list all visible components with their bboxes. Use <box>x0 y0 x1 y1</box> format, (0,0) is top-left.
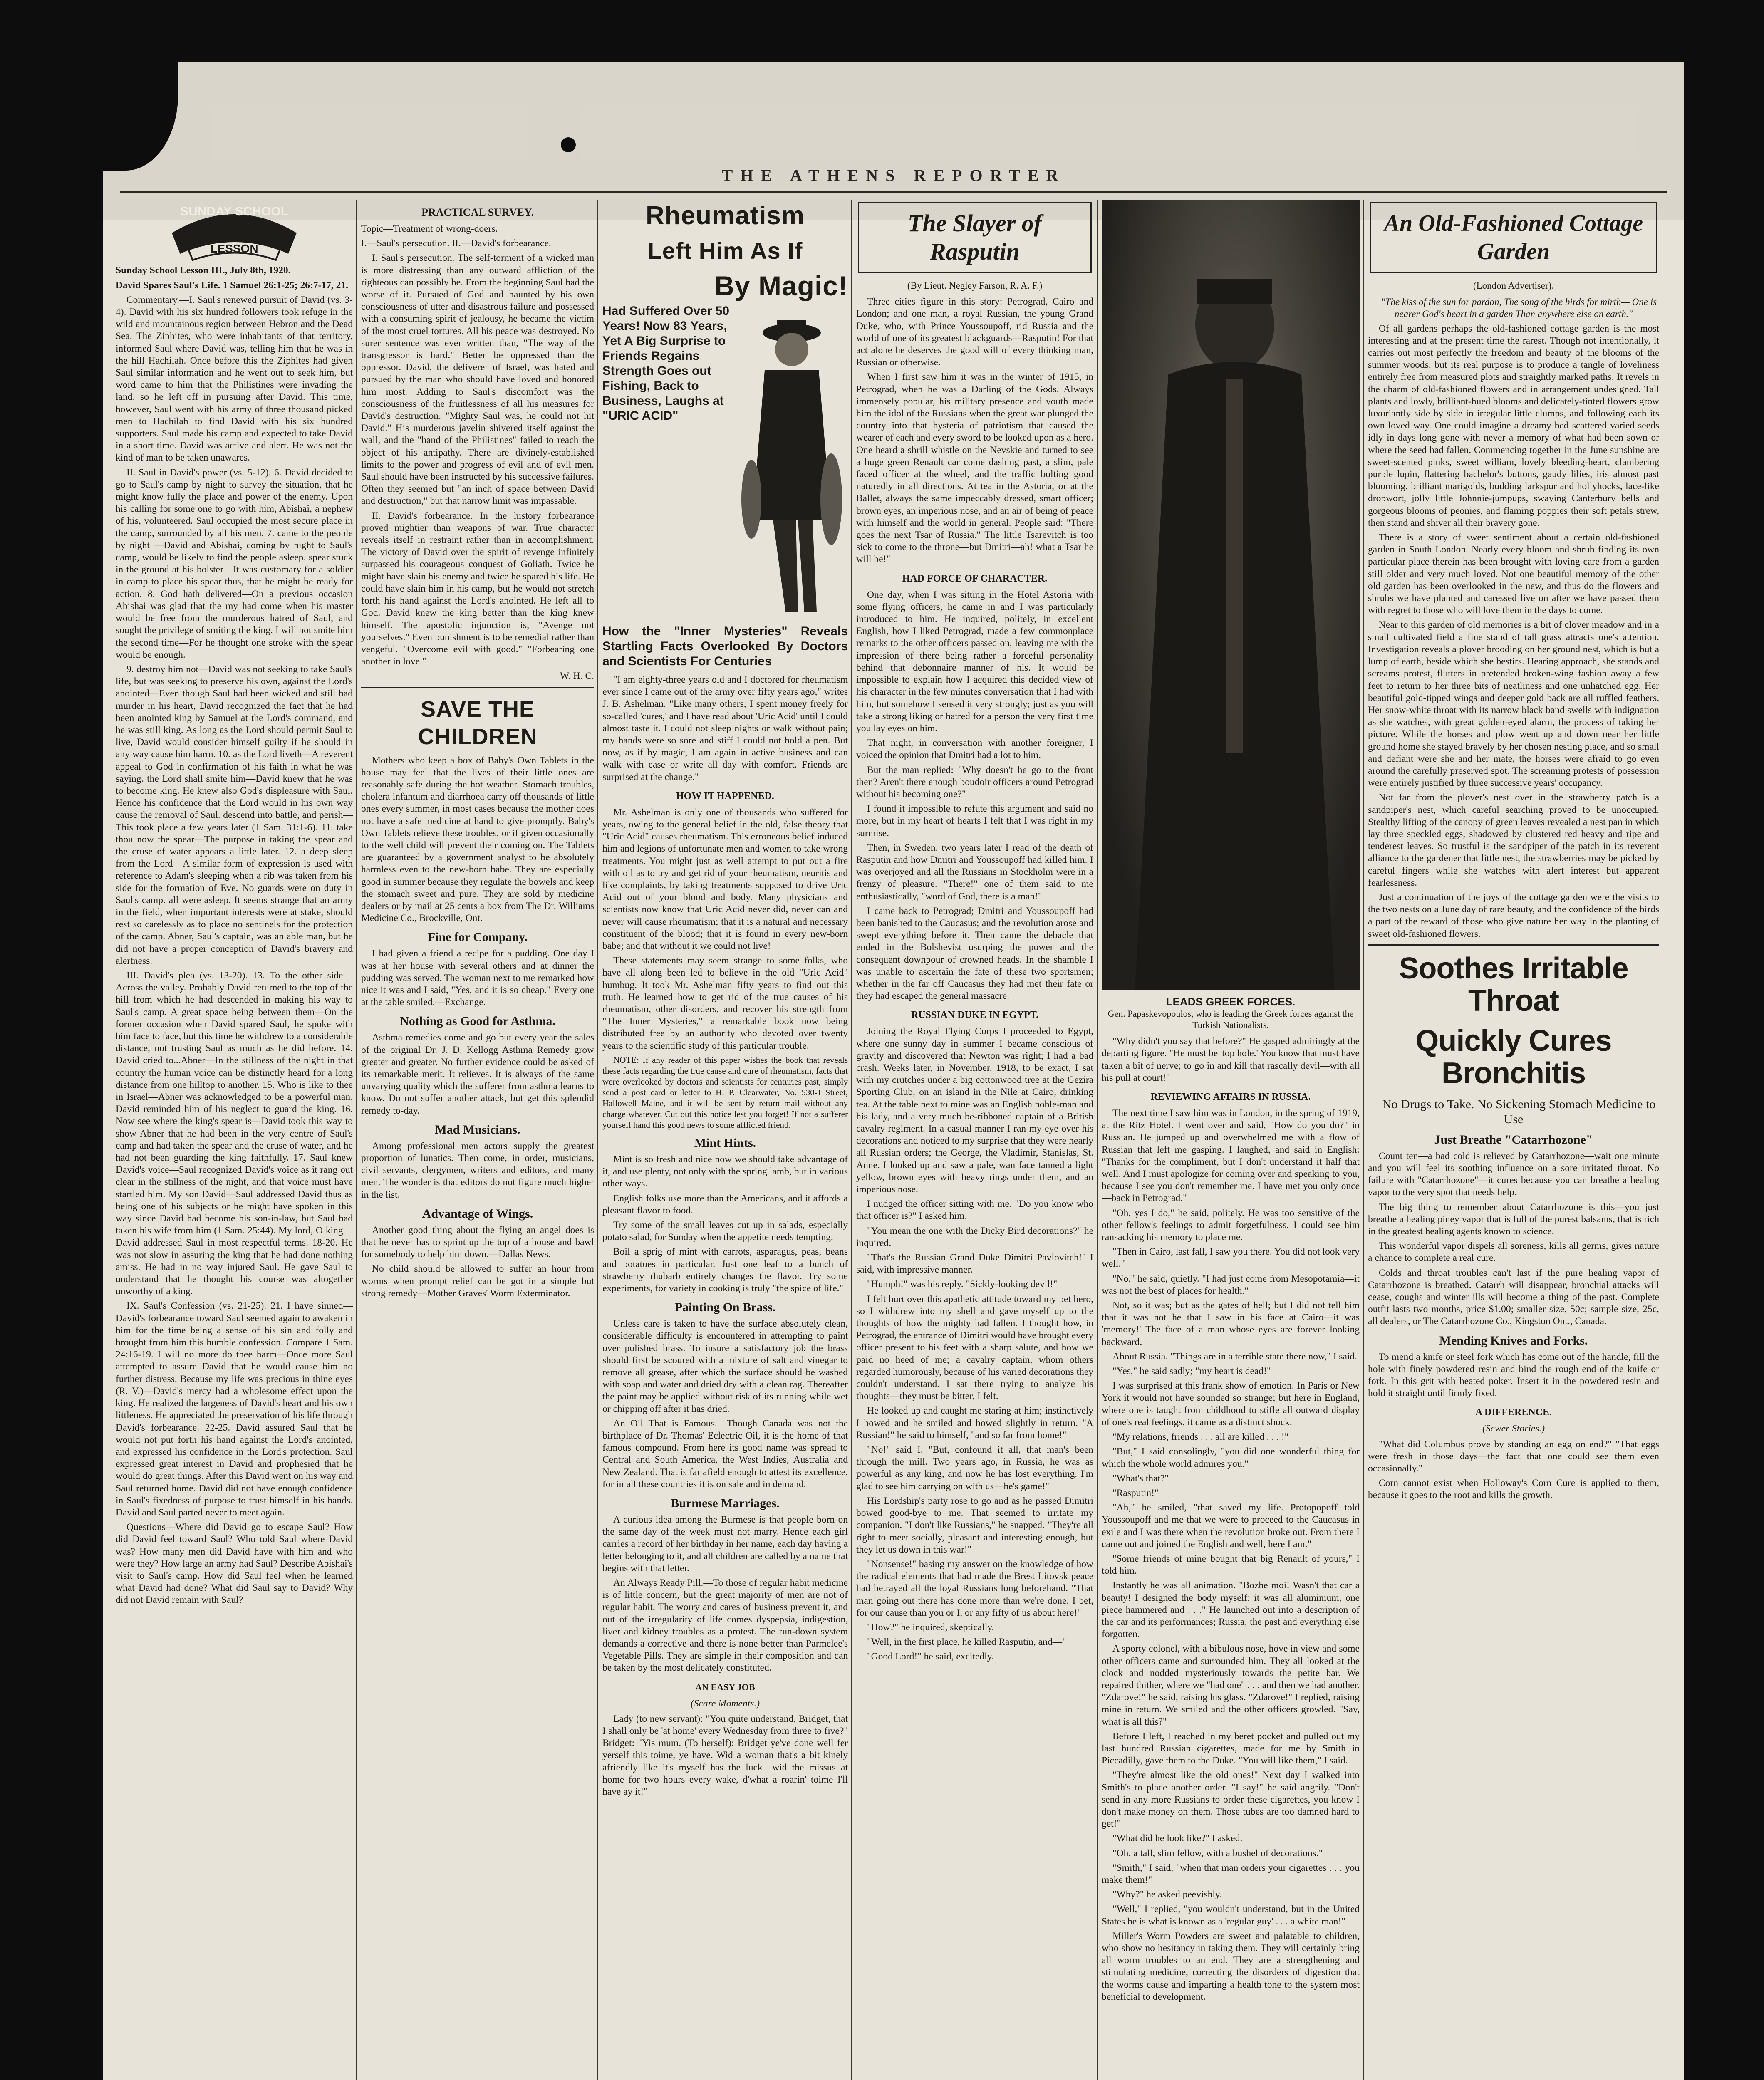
paragraph: An Always Ready Pill.—To those of regular habit medicine is of little concern, but the great majority of men are not of regular habit. The worry and cares of business prevent it, and out of the irregularity of life comes dyspepsia, indigestion, liver and kidney troubles as a protest. The run-down system demands a corrective and there is none better than Parmelee's Vegetable Pills. They are simple in their composition and can be taken by the most delicately constituted. <box>602 1577 848 1674</box>
paragraph: "Why?" he asked peevishly. <box>1112 1889 1222 1900</box>
paragraph: Count ten—a bad cold is relieved by Catarrhozone—wait one minute and you will feel its soothing influence on a sore irritated throat. No failure with "Catarrhozone"—it cures because you can breathe a healing vapor to the very spot that needs help. <box>1368 1150 1659 1198</box>
paragraph: "Well," I replied, "you wouldn't understand, but in the United States he is what is known as a 'regular guy' . . . a white man!" <box>1102 1904 1360 1927</box>
column-rule <box>356 200 357 2080</box>
column-rule <box>1363 200 1364 2080</box>
paragraph: "Ah," he smiled, "that saved my life. Protopopoff told Youssoupoff and me that we were to proceed to the Caucasus in exile and I was there when the revolution broke out. From there I came out and joined the English and well, here I am." <box>1102 1502 1360 1550</box>
paragraph: II. David's forbearance. In the history forbearance proved mightier than weapons of war. True character reveals itself in restraint rather than in accomplishment. The victory of David over the spirit of revenge infinitely surpassed his courageous conquest of Goliath. Twice he might have slain his enemy and twice he spared his life. He could have slain him in his camp, but he would not stretch forth his hand against the Lord's anointed. He left all to God. David knew the king better than the king knew himself. The apostolic injunction is, "Avenge not yourselves." Even punishment is to be remedial rather than vengeful. "Overcome evil with good." "Forbearing one another in love." <box>361 510 594 667</box>
difference-subhead: (Sewer Stories.) <box>1482 1423 1545 1434</box>
newspaper-page <box>103 62 1684 2080</box>
paragraph: I came back to Petrograd; Dmitri and Youssoupoff had been banished to the Caucasus; and the revolution arose and swept everything before it. Then came the debacle that ended in the Bolshevist usurping the power and the consequent downpour of crowned heads. In the shamble I was unable to ascertain the fate of these two sportsmen; whether in the far off Caucasus they had met their fate or they had escaped the general massacre. <box>856 905 1093 1002</box>
paragraph: II. Saul in David's power (vs. 5-12). 6. David decided to go to Saul's camp by night to survey the situation, that he might know fully the place and power of the enemy. Upon his calling for some one to go with him, Abishai, a nephew of his, volunteered. Saul occupied the most secure place in the camp, surrounded by all his men. 7. came to the people by night —David and Abishai, coming by night to Saul's camp, would be likely to find the people asleep. spear stuck in the ground at his bolster—It was customary for a soldier in camp to place his spear thus, that he might be ready for action. 8. God hath delivered—On a previous occasion Abishai was glad that the my had come when his master would be free from the murderous hatred of Saul, and sought the privilege of smiting the king. I will not smite him the second time—For he thought one stroke with the spear would be enough. <box>116 467 353 660</box>
column-rheumatism <box>602 200 848 2080</box>
rheumatism-headline: Rheumatism <box>645 201 805 230</box>
garden-poem: "The kiss of the sun for pardon, The song of the birds for mirth— One is nearer God's heart in a garden Than anywhere else on earth." <box>1381 297 1657 319</box>
paragraph: "Oh, yes I do," he said, politely. He was too sensitive of the other fellow's feelings to admit forgetfulness. I could see him ransacking his memory to place me. <box>1102 1207 1360 1243</box>
paragraph: Unless care is taken to have the surface absolutely clean, considerable difficulty is encountered in attempting to paint over polished brass. To insure a satisfactory job the brass should first be scoured with a mixture of salt and vinegar to remove all grease, after which the surface should be washed with soap and water and dried dry with a clean rag. Thereafter the paint may be applied without risk of its running while wet or chipping off after it has dried. <box>602 1318 848 1414</box>
paragraph: "My relations, friends . . . all are killed . . . !" <box>1112 1431 1289 1443</box>
rheumatism-ad-art <box>602 304 848 620</box>
paragraph: "Rasputin!" <box>1112 1487 1159 1498</box>
paragraph: An Oil That is Famous.—Though Canada was not the birthplace of Dr. Thomas' Eclectric Oil, it is the home of that famous compound. From here its good name was spread to Central and South America, the West Indies, Australia and New Zealand. That is far afield enough to attest its excellence, for in all these countries it is on sale and in demand. <box>602 1418 848 1490</box>
paragraph: "Yes," he said sadly; "my heart is dead!" <box>1112 1366 1271 1377</box>
paragraph: NOTE: If any reader of this paper wishes the book that reveals these facts regarding the true cause and cure of rheumatism, facts that were overlooked by doctors and scientists for centuries past, simply send a post card or letter to H. P. Clearwater, No. 530-J Street, Hallowell Maine, and it will be sent by return mail without any charge whatever. Cut out this notice lest you forget! If not a sufferer yourself hand this good news to some afflicted friend. <box>602 1055 848 1130</box>
paragraph: His Lordship's party rose to go and as he passed Dimitri bowed good-bye to me. That seemed to irritate my companion. "I don't like Russians," he snapped. "They're all right to meet socially, pleasant and interesting enough, but they let us down in this war!" <box>856 1495 1093 1555</box>
photo-subcaption: Gen. Papaskevopoulos, who is leading the Greek forces against the Turkish Nationalists. <box>1107 1008 1354 1030</box>
paragraph: The next time I saw him was in London, in the spring of 1919, at the Ritz Hotel. I went over and said, "How do you do?" in Russian. He jumped up and overwhelmed me with a flow of Russian that left me gasping. I laughed, and said in English: "Thanks for the compliment, but I don't understand it half that well. And I must apologize for coming over and speaking to you, because I see you don't remember me. I have met you only once—back in Petrograd." <box>1102 1108 1360 1204</box>
rheumatism-side-text-2: How the "Inner Mysteries" Reveals Startling Facts Overlooked By Doctors and Scientists For Centuries <box>602 624 848 668</box>
paragraph: "No!" said I. "But, confound it all, that man's been through the mill. Two years ago, in Russia, he was as powerful as any king, and now he has lost everything. I'm glad to see him carrying on with us—he's game!" <box>856 1444 1093 1492</box>
paragraph: Commentary.—I. Saul's renewed pursuit of David (vs. 3-4). David with his six hundred followers took refuge in the wild and mountainous region between Hebron and the Dead Sea. The Ziphites, who were inhabitants of that territory, informed Saul where David was, telling him that he was in the hill Hachilah. Once before this the Ziphites had given Saul similar information and he went out to seek him, but word came to him that the Philistines were invading the land, so he left off in pursuing after David. This time, however, Saul went with his army of three thousand picked men to Hachilah to find David with his six hundred supporters. Saul made his camp and expected to take David in a short time. David was active and alert. He was not the kind of man to be taken unawares. <box>116 294 353 463</box>
paragraph: III. David's plea (vs. 13-20). 13. To the other side—Across the valley. Probably David returned to the top of the hill from which he had descended in making his way to Saul's camp. A great space being between them—On the former occasion when David spared Saul, he spoke with him face to face, but this time he withdrew to a considerable distance, not trusting Saul as much as he did before. 14. David cried to...Abner—In the stillness of the night in that country the human voice can be distinctly heard for a long distance from one hilltop to another. 15. Who is like to thee in Israel—Abner was acknowledged to be a powerful man. David reminded him of his neglect to guard the king. 16. Now see where the king's spear is—David took this way to show Abner that he had been in the very centre of Saul's camp and had taken the spear and the cruse of water, and he had not been guarding the king faithfully. 17. Saul knew David's voice—Saul recognized David's voice as it rang out clear in the stillness of the night, and that voice must have startled him. My son David—Saul addressed David thus as being one of his subjects or he might have spoken in this way since David had become his son-in-law, but Saul had taken his wife from him (1 Sam. 25:44). My lord, O king—David addressed Saul in most respectful terms. 18-20. He was not slow in assuring the king that he had done nothing amiss. He had in no way injured Saul. He gave Saul to understand that he thought his course was altogether unworthy of a king. <box>116 970 353 1297</box>
column-rule <box>1097 200 1098 2080</box>
masthead-rule <box>120 191 1667 193</box>
paragraph: 9. destroy him not—David was not seeking to take Saul's life, but was seeking to preserve his own, against the Lord's anointed—Even though Saul had been wicked and still had murder in his heart, David recognized the fact that he had been anointed king by Samuel at the Lord's command, and he was still king. As long as the Lord should permit Saul to live, David would consider himself guilty if he should in any way cause him harm. 10. as the Lord liveth—A reverent appeal to God in confirmation of his faith in what he was saying. the Lord shall smite him—David knew that he was to become king. He knew also God's displeasure with Saul. Hence his confidence that the Lord would in his own way cause the removal of Saul. descend into battle, and perish—This took place a few years later (1 Sam. 31:1-6). 11. take thou now the spear—The purpose in taking the spear and the cruse of water appears a little later. 12. a deep sleep from the Lord—A similar form of expression is used with reference to Adam's sleeping when a rib was taken from his side for the formation of Eve. No guards were on duty in Saul's camp. all were asleep. It seems strange that an army in the field, when important interests were at stake, should rest so carelessly as to place no sentinels for the protection of the camp. Abner, Saul's captain, was an able man, but he did not have a proper conception of David's bravery and alertness. <box>116 664 353 966</box>
paragraph: Boil a sprig of mint with carrots, asparagus, peas, beans and potatoes in particular. Just one leaf to a bunch of strawberry rhubarb entirely changes the flavor. Try some experiments, for variety in cooking is truly "the spice of life." <box>602 1246 848 1294</box>
mint-headline: Mint Hints. <box>694 1136 756 1150</box>
rheumatism-headline-3: By Magic! <box>714 270 848 301</box>
paragraph: Near to this garden of old memories is a bit of clover meadow and in a small cultivated field a fine stand of tall grass attracts one's attention. Investigation reveals a plover brooding on her ground nest, which is but a lump of earth, beside which she bestirs. Hearing approach, she stands and screams protest, flutters in pretended broken-wing fashion away a few feet to return to her three bits of neatliness and one unhatched egg. Her beautiful gold-tipped wings and deeper gold back are all ruffled feathers. Her snow-white throat with its narrow black band swells with indignation as she watches, with great golden-eyed alarm, the process of taking her picture. While the horses and plow went up and down near her little ground home she stayed bravely by her chosen nesting place, and so small and defiant were she and her mate, the horses were afraid to go even around the carefully preserved spot. The screaming protests of possession were entirely justified by three successive years' occupancy. <box>1368 619 1659 789</box>
survey-items: I.—Saul's persecution. II.—David's forbearance. <box>361 238 551 249</box>
paragraph: I. Saul's persecution. The self-torment of a wicked man is more distressing than any outward affliction of the righteous can possibly be. From the beginning Saul had the worse of it. Pursued of God and haunted by his own consciousness of utter and disastrous failure and possessed with a consuming spirit of jealousy, he became the victim of the most cruel tortures. All his peace was destroyed. No surer sentence was ever written than, "The way of the transgressor is hard." Better be oppressed than the oppressor. David, the deliverer of Israel, was hated and pursued by the man who should have loved and honored him most. Adding to Saul's discomfort was the consciousness of the fruitlessness of all his measures for David's destruction. "Mighty Saul was, he could not hit David." His murderous javelin shivered itself against the wall, and the "hand of the Philistines" failed to reach the object of his antipathy. There are divinely-established limits to the power and progress of evil and of evil men. Saul should have been instructed by his successive failures. Often they seemed but "an inch of space between David and destruction," but that narrow limit was impassable. <box>361 253 594 507</box>
brass-headline: Painting On Brass. <box>674 1300 776 1315</box>
throat-headline-2: Quickly Cures Bronchitis <box>1415 1024 1612 1090</box>
paragraph: "That's the Russian Grand Duke Dimitri Pavlovitch!" I said, with impressive manner. <box>856 1252 1093 1275</box>
throat-subline: No Drugs to Take. No Sickening Stomach Medicine to Use <box>1382 1097 1656 1126</box>
paragraph: Lady (to new servant): "You quite understand, Bridget, that I shall only be 'at home' every Wednesday from three to five?" Bridget: "Yis mum. (To herself): Bridget ye've done well fer yerself this toime, ye have. Wid a woman that's a bit kinely afriendly like it's myself has the luck—wid the missus at home for two hours every wake, d'what a roarin' toime I'll have ay it!" <box>602 1713 848 1798</box>
throat-headline: Soothes Irritable Throat <box>1399 951 1628 1018</box>
rasputin-title: The Slayer of Rasputin <box>907 210 1042 265</box>
badge-subtitle: LESSON <box>210 242 258 255</box>
easy-job-subhead: (Scare Moments.) <box>690 1698 760 1709</box>
paragraph: "Well, in the first place, he killed Rasputin, and—" <box>867 1637 1066 1648</box>
paragraph: These statements may seem strange to some folks, who have all along been led to believe in the old "Uric Acid" humbug. It took Mr. Ashelman fifty years to find out this truth. He learned how to get rid of the true causes of his rheumatism, other disorders, and recover his strength from "The Inner Mysteries," a remarkable book now being distributed free by an authority who devoted over twenty years to the scientific study of this particular trouble. <box>602 955 848 1051</box>
paragraph: A sporty colonel, with a bibulous nose, hove in view and some other officers came and surrounded him. They all looked at the clock and nodded mysteriously towards the petite bar. We repaired thither, where we "had one" . . . and then we had another. "Zdarove!" he said, raising his glass. "Zdarove!" I replied, raising mine in return. We smiled and the other officers growled. "Say, what is all this?" <box>1102 1643 1360 1727</box>
paragraph: Questions—Where did David go to escape Saul? How did David feel toward Saul? Who told Saul where David was? How many men did David have with him and who were they? How large an army had Saul? Describe Abishai's visit to Saul's camp. How did Saul feel when he learned what David had done? What did Saul say to David? Why did not David remain with Saul? <box>116 1522 353 1606</box>
paragraph: "Oh, a tall, slim fellow, with a bushel of decorations." <box>1112 1847 1323 1859</box>
paragraph: "What's that?" <box>1112 1473 1169 1484</box>
lesson-line: Sunday School Lesson III., July 8th, 1920. <box>116 265 291 276</box>
paragraph: Asthma remedies come and go but every year the sales of the original Dr. J. D. Kellogg Asthma Remedy grow greater and greater. No further evidence could be asked of its remarkable merit. It relieves. It is always of the same unvarying quality which the sufferer from asthma learns to know. Do not suffer another attack, but get this splendid remedy to-day. <box>361 1032 594 1116</box>
paragraph: Not, so it was; but as the gates of hell; but I did not tell him that it was not he that I saw in his face at Cairo—it was 'memory!' The face of a man whose eyes are forever looking backward. <box>1102 1300 1360 1347</box>
paragraph: "What did he look like?" I asked. <box>1112 1833 1243 1844</box>
column-greek <box>1102 200 1360 2080</box>
throat-subhead: Just Breathe "Catarrhozone" <box>1434 1132 1593 1146</box>
paragraph: Miller's Worm Powders are sweet and palatable to children, who show no hesitancy in taking them. They will certainly bring all worm troubles to an end. They are a strengthening and stimulating medicine, correcting the disorders of digestion that the worms cause and imparting a health tone to the system most beneficial to development. <box>1102 1930 1360 2002</box>
paragraph: To mend a knife or steel fork which has come out of the handle, fill the hole with finely powdered resin and bind the rough end of the knife or fork. In this grit with heated poker. Insert it in the powdered resin and hold it straight until firmly fixed. <box>1368 1351 1659 1399</box>
garden-byline: (London Advertiser). <box>1473 280 1554 291</box>
masthead: THE ATHENS REPORTER <box>721 166 1066 185</box>
badge-title: SUNDAY SCHOOL <box>180 205 289 218</box>
greek-subhead: REVIEWING AFFAIRS IN RUSSIA. <box>1150 1092 1311 1103</box>
paragraph: Corn cannot exist when Holloway's Corn Cure is applied to them, because it goes to the root and kills the growth. <box>1368 1478 1659 1501</box>
paragraph: Instantly he was all animation. "Bozhe moi! Wasn't that car a beauty! I designed the body myself; it was all aluminium, one piece hammered and . . ." He launched out into a description of the car and its performances; Russia, the past and everything else forgotten. <box>1102 1580 1360 1640</box>
difference-headline: A DIFFERENCE. <box>1475 1407 1552 1418</box>
paragraph: "But," I said consolingly, "you did one wonderful thing for which the whole world admires you." <box>1102 1446 1360 1469</box>
paragraph: I found it impossible to refute this argument and said no more, but in my heart of hearts I felt that I was right in my surmise. <box>856 803 1093 839</box>
garden-title: An Old-Fashioned Cottage Garden <box>1384 210 1643 265</box>
rasputin-title-box <box>858 202 1092 273</box>
knives-headline: Mending Knives and Forks. <box>1439 1333 1588 1347</box>
soldier-silhouette-icon <box>1102 200 1360 990</box>
hole <box>561 137 576 152</box>
paragraph: Of all gardens perhaps the old-fashioned cottage garden is the most interesting and at the present time the rarest. Though not intentionally, it carries out most perfectly the freedom and beauty of the blooms of the summer woods, but its real purpose is to produce a tangle of loveliness entirely free from measured plots and straightly marked paths. It revels in the charm of old-fashioned flowers and in arrangement undesigned. Tall plants and lowly, brilliant-hued blooms and delicately-tinted flowers grow luxuriantly side by side in irregular little clumps, and following each its own loved way. One could imagine a dreamy bed scattered varied seeds idly in days long gone with never a memory of what had been sown or where the seed had fallen. Commencing together in the June sunshine are sweet-scented pinks, sweet william, lovely bleeding-heart, clambering purple lupin, flattering bachelor's buttons, gaudy lilies, iris almost past blooming, brilliant marigolds, budding larkspur and hollyhocks, lace-like dropwort, jolly little Johnnie-jumpups, swaying Canterbury bells and gorgeous blooms of peonies, and flaming poppies their soft petals strew, then stand and shiver all their bravery gone. <box>1368 323 1659 528</box>
paper-stain <box>103 62 1684 220</box>
paragraph: He looked up and caught me staring at him; instinctively I bowed and he smiled and bowed slightly in return. "A Russian!" he said to himself, "and so far from home!" <box>856 1405 1093 1441</box>
paragraph: Mothers who keep a box of Baby's Own Tablets in the house may feel that the lives of their little ones are reasonably safe during the hot weather. Stomach troubles, cholera infantum and diarrhoea carry off thousands of little ones every summer, in most cases because the mother does not have a safe medicine at hand to give promptly. Baby's Own Tablets relieve these troubles, or if given occasionally to the well child will prevent their coming on. The Tablets are guaranteed by a government analyst to be absolutely harmless even to the new-born babe. They are especially good in summer because they regulate the bowels and keep the stomach sweet and pure. They are sold by medicine dealers or by mail at 25 cents a box from The Dr. Williams Medicine Co., Brockville, Ont. <box>361 755 594 924</box>
paragraph: Three cities figure in this story: Petrograd, Cairo and London; and one man, a royal Russian, the young Grand Duke, who, with Prince Youssoupoff, rid Russia and the world of one of its greatest blackguards—Rasputin! For that act alone he deserves the good will of every thinking man, Russian or otherwise. <box>856 296 1093 368</box>
paragraph: Joining the Royal Flying Corps I proceeded to Egypt, where one sunny day in summer I became conscious of gravity and discovered that Newton was right; I had a bad crash. Weeks later, in November, 1918, to be exact, I sat with my crutches under a big cottonwood tree at the Gezira Sporting Club, on an island in the Nile at Cairo, drinking tea. At the table next to mine was an English noble-man and his lady, and a very much be-ribboned captain of a British cavalry regiment. In a casual manner I ran my eye over his decorations and noticed to my surprise that they were nearly all Russian orders; the George, the Vladimir, Stanislas, St. Anne. I looked up and saw a pale, wan face tanned a light yellow, brown eyes with heavy rings under them, and an imperious nose. <box>856 1026 1093 1195</box>
column-survey <box>361 200 594 2080</box>
paragraph: Try some of the small leaves cut up in salads, especially potato salad, for Sunday when the appetite needs tempting. <box>602 1219 848 1243</box>
paragraph: Mint is so fresh and nice now we should take advantage of it, and use plenty, not only with the spring lamb, but in various other ways. <box>602 1154 848 1189</box>
children-headline: SAVE THE CHILDREN <box>418 696 538 749</box>
general-portrait-photo <box>1102 200 1360 990</box>
paragraph: This wonderful vapor dispels all soreness, kills all germs, gives nature a chance to complete a real cure. <box>1368 1241 1659 1264</box>
paragraph: Colds and throat troubles can't last if the pure healing vapor of Catarrhozone is breathed. Catarrh will disappear, bronchial attacks will cease, coughs and winter ills will become a thing of the past. Complete outfit lasts two months, price $1.00; smaller size, 50c; sample size, 25c, all dealers, or The Catarrhozone Co., Kingston Ont., Canada. <box>1368 1267 1659 1327</box>
paragraph: Just a continuation of the joys of the cottage garden were the visits to the two nests on a June day of rare beauty, and the confidence of the birds a part of the reward of those who give nature her way in the planting of sweet old-fashioned flowers. <box>1368 891 1659 939</box>
paragraph: "How?" he inquired, skeptically. <box>867 1622 994 1633</box>
rasputin-subhead: HAD FORCE OF CHARACTER. <box>902 573 1048 584</box>
easy-job-headline: AN EASY JOB <box>695 1681 755 1692</box>
asthma-headline: Nothing as Good for Asthma. <box>400 1014 555 1028</box>
divider <box>1368 944 1659 946</box>
paragraph: Before I left, I reached in my beret pocket and pulled out my last hundred Russian cigarettes, made for me by Smith in Piccadilly, gave them to the Duke. "You will like them," I said. <box>1102 1731 1360 1766</box>
paragraph: "Humph!" was his reply. "Sickly-looking devil!" <box>867 1279 1058 1290</box>
paragraph: Not far from the plover's nest over in the strawberry patch is a sandpiper's nest, which careful searching proved to be unoccupied. Stealthy lifting of the canopy of green leaves revealed a nest pan in which lay three speckled eggs, shadowed by clustered red heavy and ripe and tenderest leaves. So trustful is the sandpiper of the patch in its reverent alliance to the gardener that little nest, the strawberries may be picked by careful fingers while she watches with alert interest but apparent fearlessness. <box>1368 792 1659 888</box>
rheumatism-headline-2: Left Him As If <box>647 238 803 264</box>
wings-headline: Advantage of Wings. <box>422 1206 533 1221</box>
paragraph: "Then in Cairo, last fall, I saw you there. You did not look very well." <box>1102 1246 1360 1270</box>
paragraph: I had given a friend a recipe for a pudding. One day I was at her house with several others and at dinner the pudding was served. The woman next to me remarked how nice it was and I said, "Yes, and it is so cheap." Every one at the table smiled.—Exchange. <box>361 948 594 1008</box>
column-garden <box>1368 200 1659 2080</box>
paragraph: Among professional men actors supply the greatest proportion of lunatics. Then come, in order, musicians, civil servants, clergymen, writers and editors, and many men. The wonder is that editors do not figure much higher in the list. <box>361 1140 594 1200</box>
paragraph: "Good Lord!" he said, excitedly. <box>867 1651 994 1662</box>
rasputin-subhead: RUSSIAN DUKE IN EGYPT. <box>911 1010 1039 1021</box>
paragraph: One day, when I was sitting in the Hotel Astoria with some flying officers, he came in and I was particularly introduced to him. He inquired, politely, in excellent English, how I liked Petrograd, made a few commonplace remarks to the other officers passed on, leaving me with the impression of there being rather a forceful personality behind that debonnaire manner of his. It would be impossible to explain how I acquired this decided view of his character in the few minutes conversation that I had with him, but somehow I sensed it very strongly; just as you will take a strong liking or hatred for a person the very first time you lay eyes on him. <box>856 589 1093 734</box>
survey-topic: Topic—Treatment of wrong-doers. <box>361 223 498 234</box>
paragraph: "I am eighty-three years old and I doctored for rheumatism ever since I came out of the army over fifty years ago," writes J. B. Ashelman. "Like many others, I spent money freely for so-called 'cures,' and I have read about 'Uric Acid' until I could almost taste it. I could not sleep nights or walk without pain; my hands were so sore and stiff I could not hold a pen. But now, as if by magic, I am again in active business and can walk with ease or write all day with comfort. Friends are surprised at the change." <box>602 674 848 782</box>
paragraph: But the man replied: "Why doesn't he go to the front then? Aren't there enough boudoir officers around Petrograd without his becoming one?" <box>856 764 1093 800</box>
paragraph: "They're almost like the old ones!" Next day I walked into Smith's to place another order. "I say!" he said angrily. "Don't send in any more Russians to order these cigarettes, you know I don't make money on them. Those tubes are too damned hard to get!" <box>1102 1770 1360 1830</box>
fine-company-headline: Fine for Company. <box>427 930 528 944</box>
paragraph: I nudged the officer sitting with me. "Do you know who that officer is?" I asked him. <box>856 1198 1093 1222</box>
paragraph: English folks use more than the Americans, and it affords a pleasant flavor to food. <box>602 1193 848 1216</box>
paragraph: "No," he said, quietly. "I had just come from Mesopotamia—it was not the best of places for health." <box>1102 1273 1360 1296</box>
paragraph: When I first saw him it was in the winter of 1915, in Petrograd, when he was a Darling of the Gods. Always immensely popular, his military presence and youth made him the idol of the Russians when the great war plunged the country into that hysteria of patriotism that caused the wearer of each and every sword to be looked upon as a hero. One heard a shrill whistle on the Nevskie and turned to see a huge green Renault car come dashing past, a slim, pale faced officer at the wheel, and the traffic bolting good naturedly in all directions. At tea in the Astoria, or at the Ballet, always the same impeccably dressed, smart officer; brown eyes, an imperious nose, and an air of being of peace with himself and the world in general. People said: "There goes the next Tsar of Russia." The little Tsarevitch is too sick to come to the throne—but Dmitri—ah! what a Tsar he will be!" <box>856 371 1093 565</box>
column-sunday-school <box>116 200 353 2080</box>
paragraph: I was surprised at this frank show of emotion. In Paris or New York it would not have sounded so strange; but here in England, where one is taught from childhood to stifle all outward display of one's real feelings, it came as a distinct shock. <box>1102 1380 1360 1428</box>
paragraph: Mr. Ashelman is only one of thousands who suffered for years, owing to the general belief in the old, false theory that "Uric Acid" causes rheumatism. This erroneous belief induced him and legions of unfortunate men and women to take wrong treatments. You might just as well attempt to put out a fire with oil as to try and get rid of your rheumatism, neuritis and like complaints, by taking treatments supposed to drive Uric Acid out of your blood and body. Many physicians and scientists now know that Uric Acid never did, never can and never will cause rheumatism; that it is a natural and necessary constituent of the blood; that it is found in every new-born babe; and that without it we could not live! <box>602 807 848 952</box>
paragraph: Another good thing about the flying an angel does is that he never has to sprint up the top of a house and bawl for somebody to help him down.—Dallas News. <box>361 1224 594 1260</box>
paragraph: There is a story of sweet sentiment about a certain old-fashioned garden in South London. Nearly every bloom and shrub finding its own particular place therein has been brought with loving care from a garden still older and very much loved. Not one beautiful memory of the other old garden has been overlooked in the new, and thus do the flowers and shrubs we have planted and caressed live on after we have passed them with regret to those who will love them in the days to come. <box>1368 532 1659 616</box>
paragraph: Then, in Sweden, two years later I read of the death of Rasputin and how Dmitri and Youssoupoff had killed him. I was overjoyed and all the Russians in Stockholm were in a frenzy of pleasure. "There!" one of them said to me enthusiastically, "word of God, there is a man!" <box>856 842 1093 902</box>
rasputin-byline: (By Lieut. Negley Farson, R. A. F.) <box>907 280 1043 291</box>
burmese-headline: Burmese Marriages. <box>671 1496 780 1510</box>
signature: W. H. C. <box>560 671 594 682</box>
column-rule <box>851 200 852 2080</box>
paragraph: No child should be allowed to suffer an hour from worms when prompt relief can be got in a simple but strong remedy—Mother Graves' Worm Exterminator. <box>361 1263 594 1299</box>
survey-heading: PRACTICAL SURVEY. <box>421 206 534 218</box>
lesson-title: David Spares Saul's Life. 1 Samuel 26:1-25; 26:7-17, 21. <box>116 280 349 291</box>
paragraph: The big thing to remember about Catarrhozone is this—you just breathe a healing piney vapor that is full of the purest balsams, that is rich in the greatest healing agents known to science. <box>1368 1201 1659 1237</box>
fisherman-illustration-icon <box>736 304 848 620</box>
paragraph: "Why didn't you say that before?" He gasped admiringly at the departing figure. "He must be 'top hole.' You know that must have taken a bit of nerve; to go in and kill that rascally devil—with all his pull at court!" <box>1102 1036 1360 1083</box>
paragraph: About Russia. "Things are in a terrible state there now," I said. <box>1112 1351 1358 1362</box>
paragraph: "Smith," I said, "when that man orders your cigarettes . . . you make them!" <box>1102 1862 1360 1885</box>
musicians-headline: Mad Musicians. <box>435 1122 520 1137</box>
paragraph: "What did Columbus prove by standing an egg on end?" "That eggs were fresh in those days—the fact that one could see them even occasionally." <box>1368 1439 1659 1474</box>
paragraph: "Nonsense!" basing my answer on the knowledge of how the radical elements that had made the Brest Litovsk peace had betrayed all the loyal Russians long beforehand. "That man going out there has done more than we're done, I bet, for our cause than you or I, or any fifty of us about here!" <box>856 1558 1093 1618</box>
rheumatism-subhead: HOW IT HAPPENED. <box>676 790 774 802</box>
paragraph: I felt hurt over this apathetic attitude toward my pet hero, so I withdrew into my shell and gave myself up to the thoughts of how the mighty had fallen. I thought how, in Petrograd, the entrance of Dimitri would have brought every officer present to his feet with a sharp salute, and how we paid no heed of me; a cavalry captain, whom others regarded humorously, because of his varied decorations they couldn't understand. I sat there trying to analyze his thoughts—they must be bitter, I felt. <box>856 1293 1093 1402</box>
garden-title-box <box>1370 202 1657 273</box>
divider <box>361 687 594 688</box>
column-rule <box>597 200 598 2080</box>
paragraph: A curious idea among the Burmese is that people born on the same day of the week must not marry. Hence each girl carries a record of her birthday in her name, each day having a letter belonging to it, and all children are called by a name that begins with that letter. <box>602 1514 848 1574</box>
paragraph: "Some friends of mine bought that big Renault of yours," I told him. <box>1102 1553 1360 1577</box>
photo-caption: LEADS GREEK FORCES. <box>1166 995 1296 1008</box>
paragraph: IX. Saul's Confession (vs. 21-25). 21. I have sinned—David's forbearance toward Saul seemed again to awaken in him for the time being a sense of his sin and folly and brought from him this humble confession. Compare 1 Sam. 24:16-19. I will no more do thee harm—Once more Saul attempted to assure David that he would cause him no further distress. Because my life was precious in thine eyes (R. V.)—David's mercy had a wholesome effect upon the king. He realized the largeness of David's heart and his own littleness. He appreciated the preservation of his life through David's forbearance. 22-25. David assured Saul that he would not put forth his hand against the Lord's anointed, and expressed his confidence in the Lord's protection. Saul expressed great interest in David and prophesied that he would do great things. After this David went on his way and Saul returned home. David did not have enough confidence in Saul's fixedness of purpose to trust himself in his hands. David and Saul parted never to meet again. <box>116 1300 353 1518</box>
paragraph: "You mean the one with the Dicky Bird decorations?" he inquired. <box>856 1225 1093 1248</box>
rheumatism-side-text: Had Suffered Over 50 Years! Now 83 Years, Yet A Big Surprise to Friends Regains Strength Goes out Fishing, Back to Business, Laughs at "URIC ACID" <box>602 304 730 423</box>
paragraph: That night, in conversation with another foreigner, I voiced the opinion that Dmitri had a lot to him. <box>856 738 1093 761</box>
column-rasputin <box>856 200 1093 2080</box>
